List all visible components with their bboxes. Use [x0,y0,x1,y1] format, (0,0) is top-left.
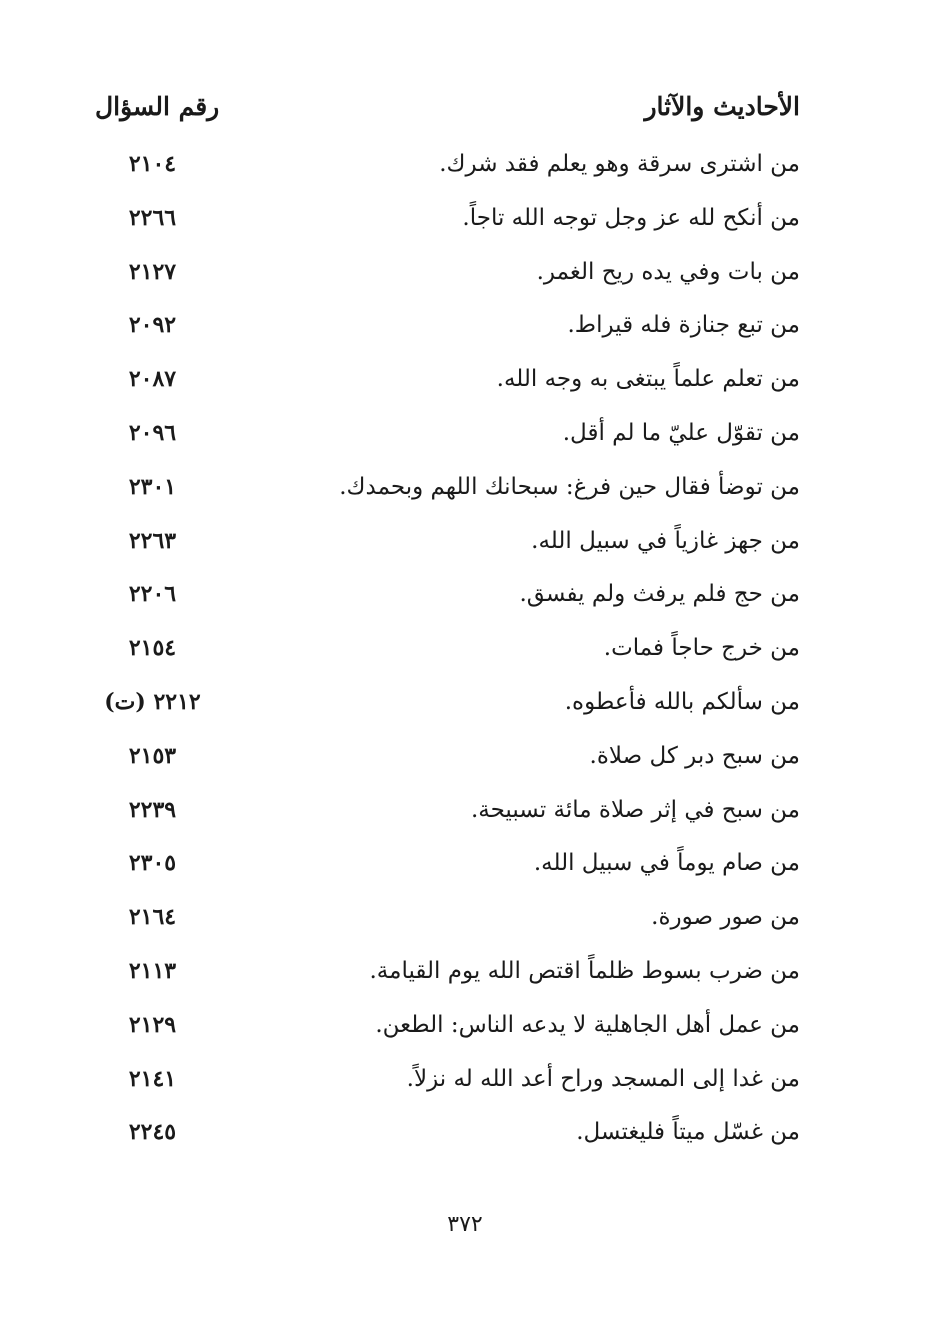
column-title-hadiths: الأحاديث والآثار [644,92,800,121]
hadith-text: من سألكم بالله فأعطوه. [564,688,800,715]
question-number: ٢٣٠١ [128,473,177,500]
hadith-text: من بات وفي يده ريح الغمر. [536,258,800,285]
hadith-text: من صام يوماً في سبيل الله. [533,850,800,877]
hadith-text: من خرج حاجاً فمات. [603,635,800,662]
question-number: ٢١٦٤ [128,904,177,931]
question-number: ٢١٢٧ [128,258,177,285]
question-number: ٢٠٩٢ [128,312,177,339]
list-item [95,575,800,629]
list-item [95,952,800,1006]
list-item [95,468,800,522]
question-number: ٢١٤١ [128,1065,177,1092]
hadith-text: من جهز غازياً في سبيل الله. [531,527,800,554]
hadith-text: من حج فلم يرفث ولم يفسق. [519,581,800,608]
list-item [95,1060,800,1114]
question-number: ٢٠٨٧ [128,366,177,393]
question-number: ٢١٥٣ [128,742,177,769]
hadith-text: من سبح دبر كل صلاة. [589,742,800,769]
list-item [95,145,800,199]
question-number: ٢١١٣ [128,957,177,984]
question-number: ٢١٥٤ [128,635,177,662]
hadith-text: من تقوّل عليّ ما لم أقل. [562,419,800,446]
list-item [95,1006,800,1060]
hadith-text: من سبح في إثر صلاة مائة تسبيحة. [470,796,800,823]
hadith-text: من تبع جنازة فله قيراط. [567,312,800,339]
list-item [95,629,800,683]
question-number: ٢٢٤٥ [128,1119,177,1146]
list-item [95,253,800,307]
list-item [95,898,800,952]
list-item [95,306,800,360]
hadith-text: من صور صورة. [651,904,800,931]
list-item [95,522,800,576]
question-number: ٢٢٣٩ [128,796,177,823]
hadith-text: من اشترى سرقة وهو يعلم فقد شرك. [439,151,800,177]
list-item [95,360,800,414]
list-item [95,414,800,468]
hadith-text: من عمل أهل الجاهلية لا يدعه الناس: الطعن. [375,1011,800,1038]
question-number: ٢١٢٩ [128,1011,177,1038]
column-title-question-number: رقم السؤال [95,92,220,121]
question-number: ٢٢١٢ (ت) [104,688,201,715]
list-item [95,199,800,253]
entries-list [95,145,800,1167]
question-number: ٢٢٦٣ [128,527,177,554]
hadith-text: من توضأ فقال حين فرغ: سبحانك اللهم وبحمدك. [339,473,800,500]
list-item [95,737,800,791]
list-item [95,791,800,845]
hadith-text: من غدا إلى المسجد وراح أعد الله له نزلاً. [406,1065,800,1092]
question-number: ٢٠٩٦ [128,419,177,446]
table-header [95,92,800,132]
hadith-text: من تعلم علماً يبتغى به وجه الله. [496,366,800,393]
hadith-text: من أنكح لله عز وجل توجه الله تاجاً. [462,204,800,231]
list-item [95,1113,800,1167]
question-number: ٢٣٠٥ [128,850,177,877]
hadith-text: من ضرب بسوط ظلماً اقتص الله يوم القيامة. [369,957,800,984]
list-item [95,683,800,737]
question-number: ٢١٠٤ [128,151,177,177]
question-number: ٢٢٠٦ [128,581,177,608]
question-number: ٢٢٦٦ [128,204,177,231]
page-number: ٣٧٢ [447,1212,483,1237]
list-item [95,844,800,898]
hadith-text: من غسّل ميتاً فليغتسل. [576,1119,800,1146]
